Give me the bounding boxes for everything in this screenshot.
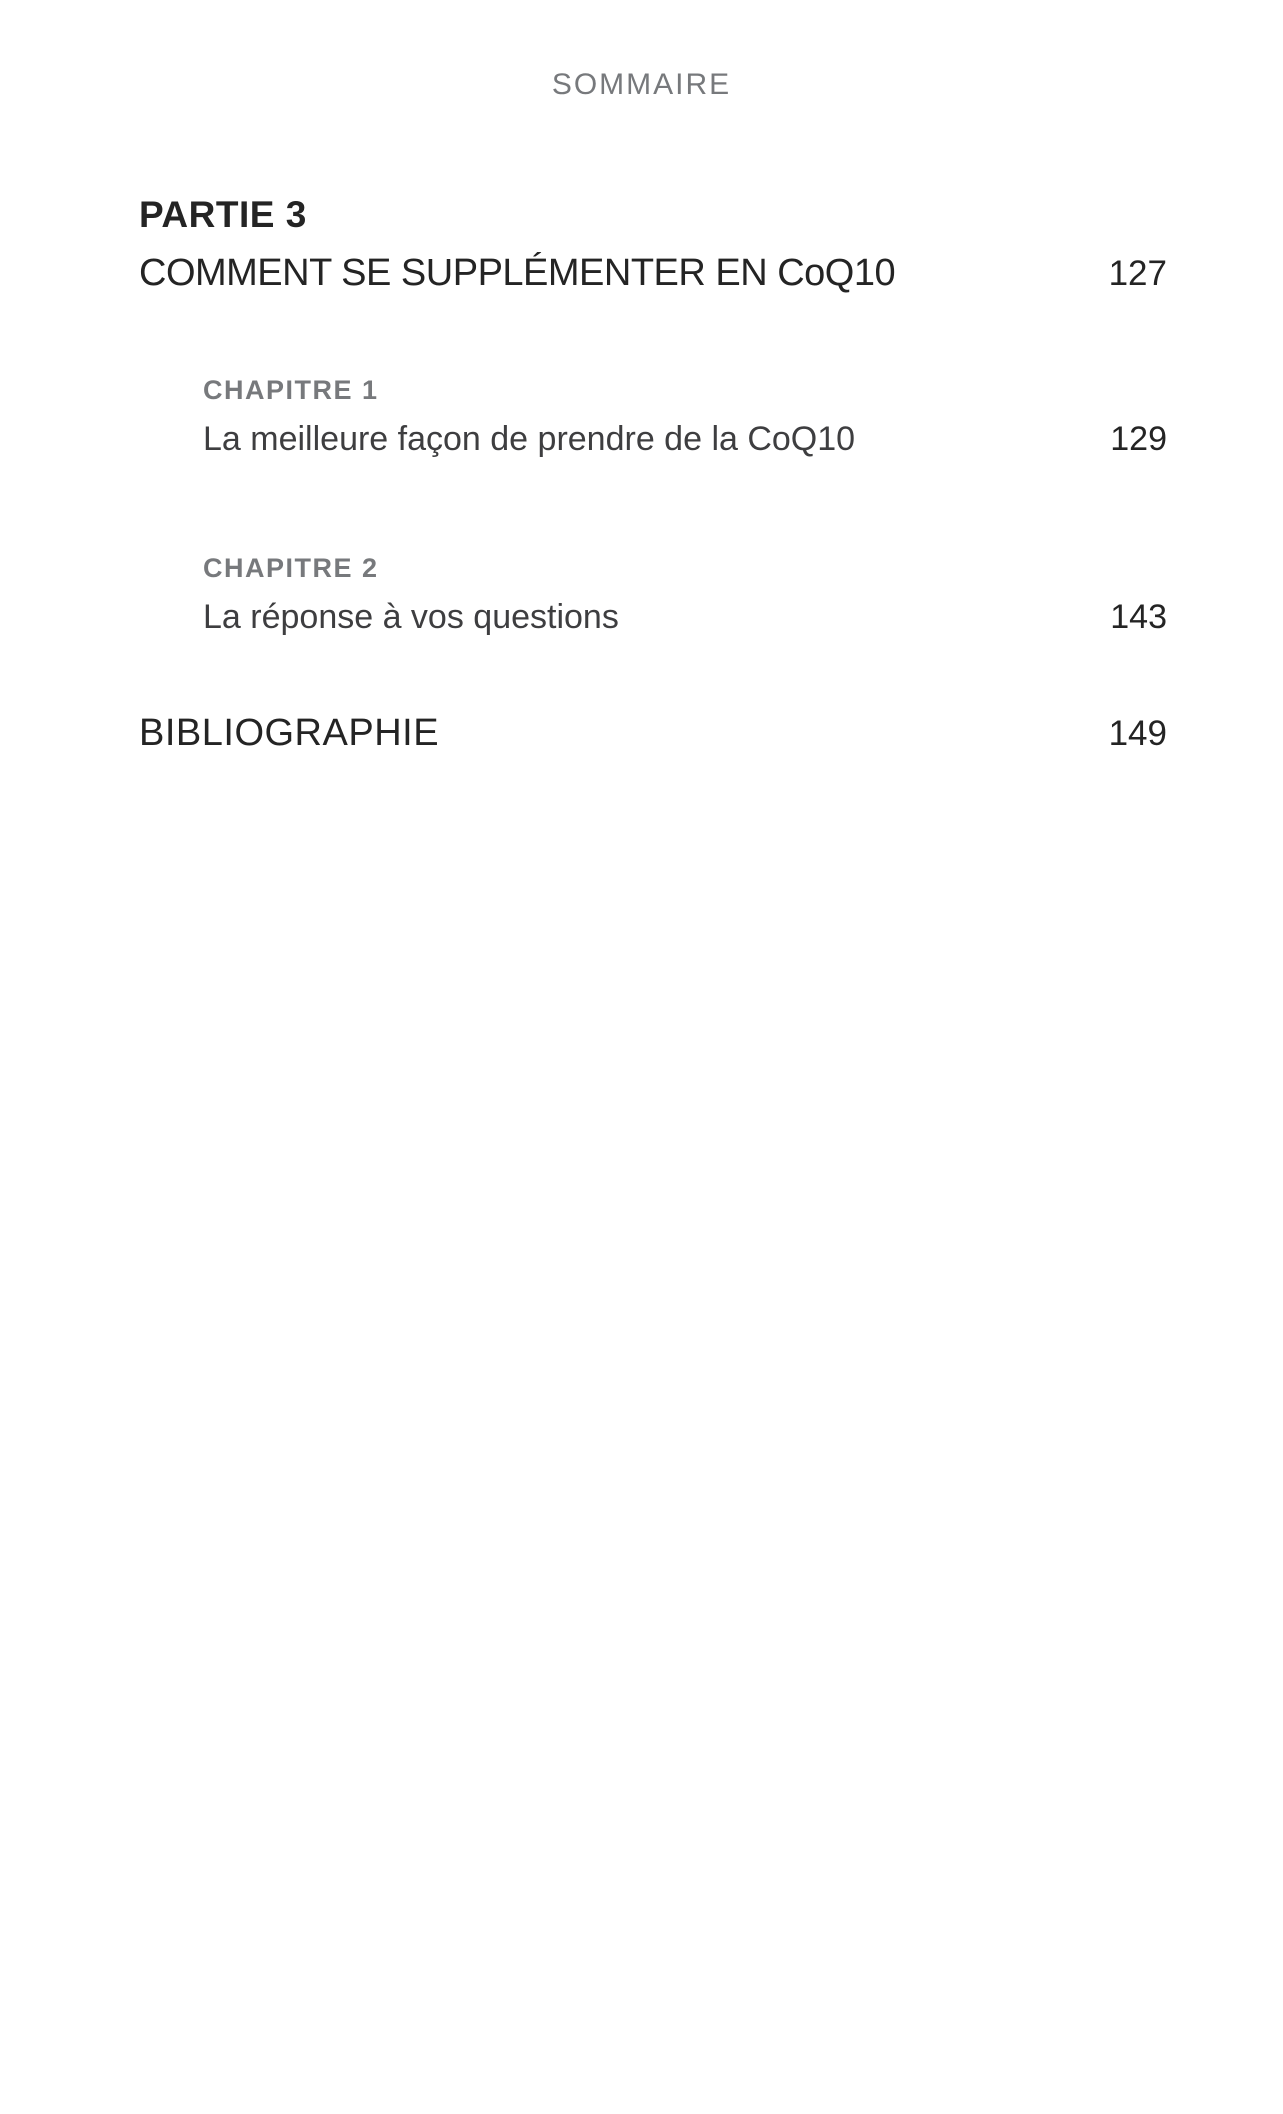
toc-chapter-entry[interactable]	[203, 375, 1167, 461]
part-page-number: 127	[1108, 254, 1167, 293]
toc-bibliography-entry[interactable]	[139, 711, 1167, 755]
chapter-page-number: 129	[1110, 420, 1167, 458]
bibliography-page-number: 149	[1108, 714, 1167, 753]
bibliography-title: BIBLIOGRAPHIE	[139, 712, 440, 754]
part-title: COMMENT SE SUPPLÉMENTER EN CoQ10	[139, 252, 896, 294]
page-running-head: SOMMAIRE	[551, 68, 732, 101]
chapter-title: La meilleure façon de prendre de la CoQ10	[203, 420, 856, 458]
toc-chapter-entry[interactable]	[203, 553, 1167, 639]
part-label: PARTIE 3	[139, 194, 307, 235]
chapter-title: La réponse à vos questions	[203, 598, 619, 636]
chapter-page-number: 143	[1110, 598, 1167, 636]
chapter-title-row	[203, 417, 1167, 461]
toc-part-entry[interactable]	[139, 193, 1167, 295]
table-of-contents	[139, 193, 1167, 755]
chapter-title-row	[203, 595, 1167, 639]
chapter-label: CHAPITRE 2	[203, 553, 379, 583]
chapter-label: CHAPITRE 1	[203, 375, 379, 405]
part-title-row	[139, 251, 1167, 295]
